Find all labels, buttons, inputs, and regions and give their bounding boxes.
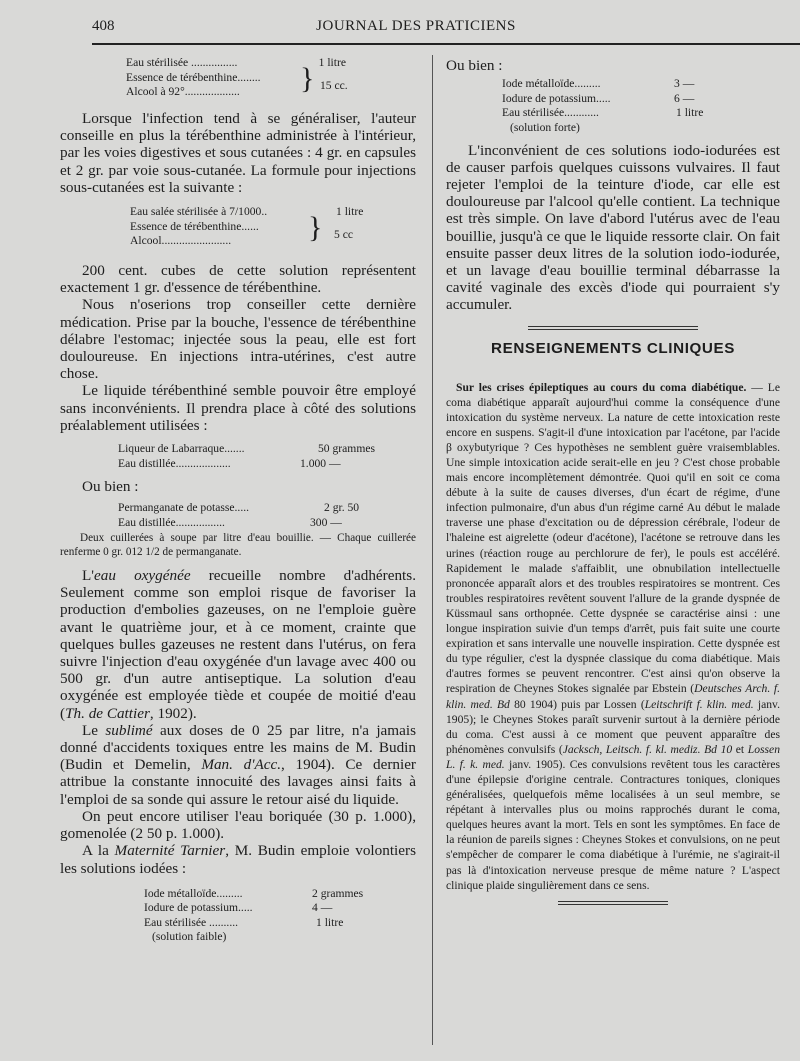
recipe-iode-forte bbox=[502, 77, 780, 134]
recipe-row: Eau distillée................... 1.000 — bbox=[118, 456, 341, 470]
section-title: RENSEIGNEMENTS CLINIQUES bbox=[491, 339, 735, 357]
recipe-row: Essence de térébenthine........ bbox=[126, 70, 261, 84]
brace-quantity: 5 cc bbox=[334, 228, 353, 242]
column-divider bbox=[432, 55, 433, 1045]
ou-bien-label: Ou bien : bbox=[82, 478, 139, 496]
recipe-row: Eau stérilisée ................ 1 litre bbox=[126, 56, 346, 69]
page-number: 408 bbox=[92, 18, 115, 34]
paragraph: Le liquide térébenthiné semble pouvoir être employé sans inconvénients. Il prendra place à côté des solutions préalablement utilisées : bbox=[60, 382, 416, 434]
right-column bbox=[446, 56, 780, 905]
ou-bien-label: Ou bien : bbox=[446, 57, 503, 74]
paragraph: Nous n'oserions trop conseiller cette dernière médication. Prise par la bouche, l'essence de térébenthine délabre l'estomac; injectée sous la peau, elle est fort douloureuse. En injections intra-utérines, c'est autre chose. bbox=[60, 296, 416, 383]
clinical-article: Sur les crises épileptiques au cours du coma diabétique. — Le coma diabétique apparaît aujourd'hui comme la conséquence d'une intoxication du système nerveux. La nature de cette intoxication reste encore en suspens. S'agit-il d'une intoxication par l'acétone, par l'acide β oxybutyrique ? Ces hypothèses ne semblent guère vraisemblables. Une simple intoxication acide serait-elle en jeu ? C'est chose probable mais encore incomplètement démontrée. Quoi qu'il en soit ce coma débute à la suite de causes diverses, d'un écart de régime, d'une infection pulmonaire, d'un abus d'un régime carné Au début le malade traverse une phase d'excitation ou de dépression cérébrale, l'odeur de l'haleine est aigrelette (odeur d'acétone), l'acétone se retrouve dans les urines (réaction rouge au perchlorure de fer), le pouls est accéléré. Rapidement le malade s'affaiblit, une obnubilation intellectuelle prononcée apparaît alors et des troubles respiratoires se montrent. Ces troubles respiratoires revêtent souvent l'allure de la grande dyspnée de Küssmaul sans orthopnée. Cette dyspnée se caractérise ainsi : une longue inspiration suivie d'un temps d'arrêt, puis fait suite une courte expiration et sans intervalle une nouvelle inspiration. Cette dyspnée est du type régulier, c'est la dyspnée classique du coma diabétique. Mais d'autres formes se peuvent rencontrer. C'est ainsi qu'on observe la respiration de Cheynes Stokes signalée par Ebstein (Deutsches Arch. f. klin. med. Bd 80 1904) puis par Lossen (Leitschrift f. klin. med. janv. 1905); le Cheynes Stokes paraît survenir surtout à la dernière période du coma. C'est aussi à ce moment que peuvent apparaître des phénomènes convulsifs (Jacksch, Leitsch. f. kl. mediz. Bd 10 et Lossen L. f. k. med. janv. 1905). Ces convulsions revêtent tous les caractères d'une épilepsie d'origine centrale. Contractures toniques, cloniques généralisées, quelquefois même localisées à un seul membre, se répétant à intervalles plus ou moins rapprochés durant le coma, quelques heures avant la mort. Tels en sont les symptômes. En face de la réunion de pareils signes : Cheynes Stokes et convulsions, on ne peut s'empêcher de comparer le coma diabétique à l'urémie, ne s'agirait-il pas là d'intoxication nerveuse presque de même nature ? L'aspect clinique plaide singulièrement dans ce sens. bbox=[446, 380, 780, 892]
recipe-row: Iode métalloïde......... 3 — bbox=[502, 77, 695, 90]
recipe-row: Eau salée stérilisée à 7/1000.. 1 litre bbox=[130, 205, 364, 219]
recipe-row: Alcool à 92°................... bbox=[126, 85, 240, 98]
recipe-terebenthine-2 bbox=[130, 205, 370, 251]
recipe-labarraque bbox=[118, 442, 416, 471]
recipe-row: Alcool........................ bbox=[130, 234, 232, 248]
header-rule bbox=[92, 43, 800, 45]
recipe-permanganate bbox=[118, 501, 416, 530]
recipe-row: Eau stérilisée............ 1 litre bbox=[502, 106, 704, 119]
recipe-row: Permanganate de potasse..... 2 gr. 50 bbox=[118, 501, 360, 515]
brace-quantity: 15 cc. bbox=[320, 79, 348, 92]
recipe-subtitle: (solution faible) bbox=[152, 930, 227, 944]
recipe-row: Eau stérilisée .......... 1 litre bbox=[144, 915, 344, 929]
paragraph: Lorsque l'infection tend à se généraliser, l'auteur conseille en plus la térébenthine administrée à l'intérieur, par les voies digestives et sous cutanées : 4 gr. en capsules et 2 gr. par voie sous-cutanée. La formule pour injections sous-cutanées est la suivante : bbox=[60, 110, 416, 196]
recipe-terebenthine-1 bbox=[126, 56, 346, 102]
paragraph-eau-oxygenee: L'eau oxygénée recueille nombre d'adhérents. Seulement comme son emploi risque de favoriser la production d'embolies gazeuses, on ne l'emploie guère avant le quatrième jour, et à ce moment, crainte que quelques bulles gazeuses ne restent dans l'utérus, on fera suivre l'injection d'eau oxygénée d'un lavage avec 400 ou 500 gr. d'un autre antiseptique. La solution d'eau oxygénée est employée tiède et coupée de moitié d'eau (Th. de Cattier, 1902). bbox=[60, 567, 416, 722]
page-header bbox=[56, 18, 776, 48]
brace-symbol: } bbox=[300, 62, 315, 95]
paragraph: 200 cent. cubes de cette solution représentent exactement 1 gr. d'essence de térébenthine. bbox=[60, 262, 416, 297]
recipe-row: Eau distillée................. 300 — bbox=[118, 515, 342, 529]
recipe-row: Iodure de potassium..... 4 — bbox=[144, 901, 333, 915]
recipe-subtitle: (solution forte) bbox=[510, 120, 580, 134]
recipe-row: Iodure de potassium..... 6 — bbox=[502, 91, 695, 105]
recipe-row: Liqueur de Labarraque....... 50 grammes bbox=[118, 442, 375, 456]
paragraph: On peut encore utiliser l'eau boriquée (30 p. 1.000), gomenolée (2 50 p. 1.000). bbox=[60, 807, 416, 843]
running-title: JOURNAL DES PRATICIENS bbox=[316, 18, 516, 34]
recipe-row: Iode métalloïde......... 2 grammes bbox=[144, 886, 364, 900]
paragraph-sublime: Le sublimé aux doses de 0 25 par litre, n'a jamais donné d'accidents toxiques entre les mains de M. Budin (Budin et Demelin, Man. d'Acc., 1904). Ce dernier attribue la constante innocuité des lavages ainsi faits à l'emploi de sa sonde qui assure le retour aisé du liquide. bbox=[60, 721, 416, 808]
dosage-note: Deux cuillerées à soupe par litre d'eau bouillie. — Chaque cuillerée renferme 0 gr. 012 1/2 de permanganate. bbox=[60, 532, 416, 559]
recipe-iode-faible bbox=[144, 887, 416, 944]
recipe-row: Essence de térébenthine...... bbox=[130, 219, 259, 233]
brace-symbol: } bbox=[308, 211, 323, 245]
section-rule-bottom bbox=[446, 901, 780, 905]
paragraph-iodo-iodurees: L'inconvénient de ces solutions iodo-iodurées est de causer parfois quelques cuissons vulvaires. Il faut rejeter l'emploi de la teinture d'iode, car elle est douloureuse par l'alcool qu'elle contient. La technique est très simple. On lave d'abord l'utérus avec de l'eau bouillie, jusqu'à ce que le liquide ressorte clair. On fait ensuite passer deux litres de la solution iodo-iodurée, et un lavage d'eau bouillie terminal débarrasse la cavité vaginale des excès d'iode qui pourraient s'y accumuler. bbox=[446, 141, 780, 314]
paragraph-maternite: A la Maternité Tarnier, M. Budin emploie volontiers les solutions iodées : bbox=[60, 842, 416, 877]
left-column bbox=[60, 56, 416, 943]
section-rule-top bbox=[446, 326, 780, 330]
